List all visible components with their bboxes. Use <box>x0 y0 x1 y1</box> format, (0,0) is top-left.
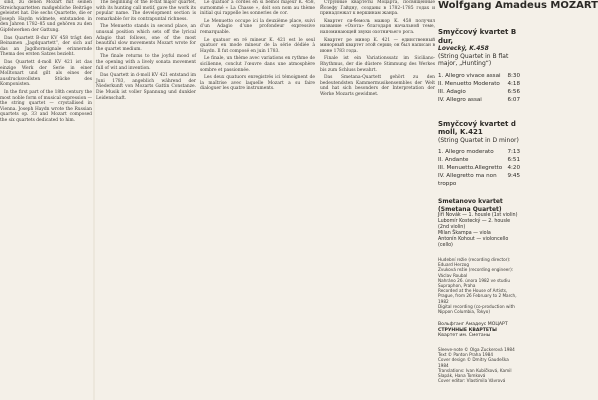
track-row <box>438 156 520 164</box>
cyrillic-composer: Вольфганг Амадеус МОЦАРТ <box>438 322 508 328</box>
quartet2-track-list <box>438 148 520 188</box>
paragraph: Le Menuetto occupe ici la deuxième place, suivi d’un Adagio d’une profondeur expressive remarquable. <box>200 18 315 35</box>
paragraph: Струнные квартеты Моцарта, посвящённые Йозефу Гайдну, созданы в 1782–1785 годах и принадлежат к вершинам жанра. <box>320 0 435 17</box>
paragraph: The finale returns to the joyful mood of the opening with a lively sonata movement full of wit and invention. <box>96 54 196 71</box>
track-row <box>438 172 520 188</box>
paragraph: In the first part of the 18th century the most noble form of musical expression — the string quartet — crystallised in Vienna. Joseph Haydn wrote the Russian quartets op. 33 and Mozart composed the six quartets dedicated to him. <box>0 89 92 123</box>
credit-line: Hudební režie (recording director): Eduard Herzog <box>438 257 511 268</box>
quartet1-title: Smyčcový kvartet B dur, <box>438 28 517 45</box>
credit-line: Digital recording (co-production with Nippon Columbia, Tokyo) <box>438 303 515 315</box>
note-line: Text © Panton Praha 1984 <box>438 352 494 358</box>
paragraph: Das Quartett B-dur KV 458 trägt den Beinamen „Jagdquartett“, der sich auf das an Jagdhornsignale erinnernde Thema des ersten Satzes bezieht. <box>0 35 92 58</box>
composer-heading: Wolfgang Amadeus MOZART <box>438 0 598 11</box>
column-divider <box>93 0 95 400</box>
paragraph: The beginning of the B-flat major quartet, with its hunting call motif, gave the work its popular name. The development section is remarkable for its contrapuntal richness. <box>96 0 196 22</box>
track-label: 1. Allegro moderato <box>438 149 494 155</box>
track-row <box>438 72 520 80</box>
track-label: II. Menuetto Moderato <box>438 80 500 87</box>
cyrillic-title: СТРУННЫЕ КВАРТЕТЫ <box>438 327 497 333</box>
track-row <box>438 96 520 104</box>
recording-credits <box>438 257 520 314</box>
track-label: 1. Allegro vivace assai <box>438 72 501 79</box>
performer-line: Antonín Kohout — violoncello (cello) <box>438 237 509 248</box>
performer-line: Lubomír Kostecký — 2. housle (2nd violin) <box>438 219 511 230</box>
paragraph: Квартет си-бемоль мажор K. 458 получил название «Охота» благодаря начальной теме, напоминающей звуки охотничьего рога. <box>320 18 435 35</box>
ensemble-name: Smetanovo kvartet (Smetana Quartet) <box>438 198 503 213</box>
track-row <box>438 88 520 96</box>
quartet2-title: Smyčcový kvartet d moll, K.421 <box>438 119 516 136</box>
performer-line: Jiří Novák — 1. housle (1st violin) <box>438 213 518 218</box>
track-time: 7:13 <box>507 149 520 155</box>
track-label: III. Adagio <box>438 88 466 95</box>
track-time: 9:45 <box>507 173 520 179</box>
paragraph: Das Quartett d-moll KV 421 ist das einzige Werk der Serie in einer Molltonart und gilt als eines der ausdrucksvollsten Stücke des Komponisten. <box>0 59 92 88</box>
track-row <box>438 80 520 88</box>
note-line: Translations: Ivan Kubíčková, Kamil Slapák, Hana Tomková <box>438 367 512 379</box>
paragraph: Finale ist ein Variationssatz im Siciliano-Rhythmus, der die düstere Stimmung des Werkes bis zum Schluss bewahrt. <box>320 56 435 73</box>
paragraph: Le quatuor en ré mineur K. 421 est le seul quatuor en mode mineur de la série dédiée à Haydn. Il fut composé en juin 1783. <box>200 37 315 54</box>
note-line: Sleeve-note © Olga Zuckerová 1984 <box>438 347 515 353</box>
quartet1-track-list <box>438 72 520 104</box>
track-label: IV. Allegretto ma non troppo <box>438 173 497 187</box>
credit-line: Nahráno 26. února 1982 ve studiu Supraphon, Praha <box>438 277 510 289</box>
production-notes <box>438 347 520 383</box>
quartet1-subtitle: (String Quartet in B flat major, „Hunting“) <box>438 52 509 67</box>
note-line: Cover design © Dmitry Gaudeška 1984 <box>438 357 509 368</box>
cyrillic-title-block <box>438 322 520 339</box>
track-time: 4:18 <box>507 80 520 87</box>
track-label: II. Andante <box>438 157 469 163</box>
performer-line: Milan Škampa — viola <box>438 231 491 236</box>
quartet1-catalog: Lovecký, K.458 <box>438 45 489 52</box>
paragraph: Les deux quatuors enregistrés ici témoignent de la maîtrise avec laquelle Mozart a su faire dialoguer les quatre instruments. <box>200 75 315 92</box>
paragraph: Le finale, un thème avec variations en rythme de sicilienne, conclut l’œuvre dans une atmosphère sombre et passionnée. <box>200 56 315 73</box>
performers-block <box>438 198 520 249</box>
paragraph: Das Quartett in d-moll KV 421 entstand im Juni 1783, angeblich während der Niederkunft von Mozarts Gattin Constanze. Die Musik ist voller Spannung und dunkler Leidenschaft. <box>96 73 196 101</box>
paragraph: Das Smetana-Quartett gehört zu den bedeutendsten Kammermusikensembles der Welt und hat sich besonders der Interpretation der Werke Mozarts gewidmet. <box>320 75 435 97</box>
liner-notes-column-4 <box>320 0 435 400</box>
track-label: III. Menuetto.Allegretto <box>438 165 503 171</box>
paragraph: sind, zu denen Mozart mit seinen Streichquartetten maßgebliche Beiträge geleistet hat. Die sechs Quartette, die er Joseph Haydn widmete, entstanden in den Jahren 1782–85 und gehören zu den Gipfelwerken der Gattung. <box>0 0 92 33</box>
track-time: 6:51 <box>507 157 520 163</box>
credit-line: Zvuková režie (recording engineer): Václav Roubal <box>438 267 514 278</box>
track-row <box>438 148 520 156</box>
track-listing-panel <box>438 0 598 400</box>
track-time: 4:20 <box>507 165 520 171</box>
credit-line: Recorded at the House of Artists, Prague, from 26 February to 2 March, 1982 <box>438 288 517 304</box>
note-line: Cover editor: Vlastimila Vávrová <box>438 378 506 384</box>
liner-notes-column-3 <box>200 0 315 400</box>
paragraph: Квартет ре минор K. 421 — единственный минорный квартет этой серии; он был написан в июне 1783 года. <box>320 37 435 54</box>
track-time: 6:56 <box>507 88 520 95</box>
quartet2-subtitle: (String Quartet in D minor) <box>438 136 519 144</box>
liner-notes-column-2 <box>96 0 196 400</box>
track-time: 6:07 <box>507 96 520 103</box>
track-label: IV. Allegro assai <box>438 96 482 103</box>
cyrillic-performer: Квартет им. Сметаны <box>438 333 491 339</box>
track-row <box>438 164 520 172</box>
paragraph: The Menuetto stands in second place, an unusual position which sets off the lyrical Adagio that follows, one of the most beautiful slow movements Mozart wrote for the quartet medium. <box>96 24 196 52</box>
track-time: 8:30 <box>507 72 520 79</box>
paragraph: Le quatuor à cordes en si bémol majeur K. 458, surnommé « La Chasse », doit son nom au thème initial qui rappelle les sonneries de cor. <box>200 0 315 17</box>
liner-notes-column-1 <box>0 0 92 400</box>
